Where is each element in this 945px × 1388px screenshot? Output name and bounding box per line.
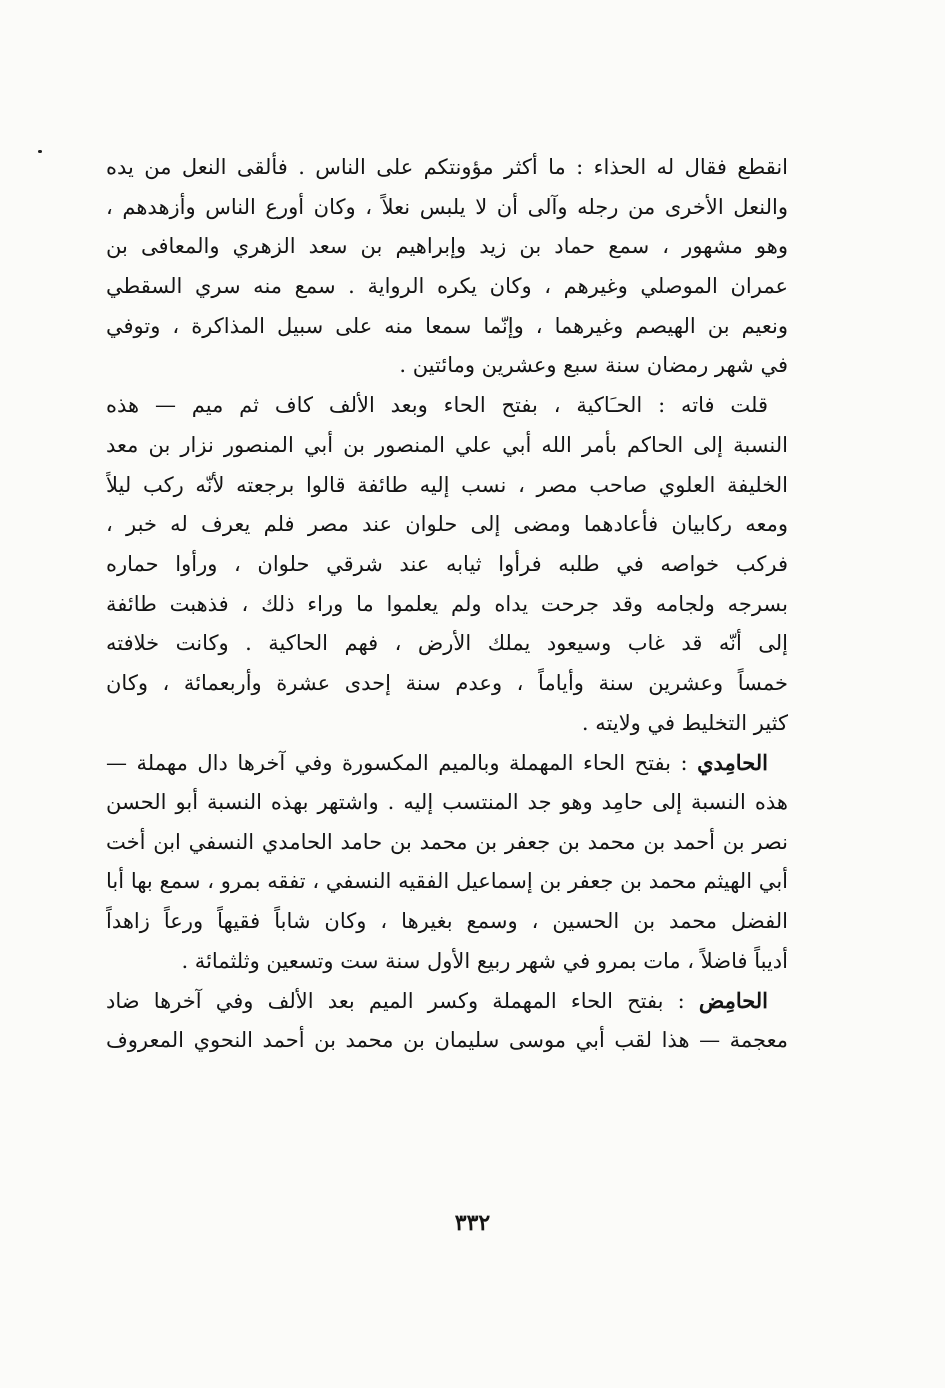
text-line: والنعل الأخرى من رجله وآلى أن لا يلبس نعلاً ، وكان أورع الناس وأزهدهم ، (106, 194, 788, 219)
text-line: الخليفة العلوي صاحب مصر ، نسب إليه طائفة قالوا برجعته لأنّه ركب ليلاً (106, 472, 788, 497)
text-line: خمساً وعشرين سنة وأياماً ، وعدم سنة إحدى عشرة وأربعمائة ، وكان (106, 670, 788, 695)
text-line: في شهر رمضان سنة سبع وعشرين ومائتين . (399, 353, 788, 378)
text-line: فركب خواصه في طلبه فرأوا ثيابه عند شرقي حلوان ، ورأوا حماره (106, 551, 788, 576)
text-line: قلت فاته : الحـَاكية ، بفتح الحاء وبعد الألف كاف ثم ميم — هذه (106, 393, 768, 418)
entry-text: : بفتح الحاء المهملة وبالميم المكسورة وفي آخرها دال مهملة — (106, 751, 698, 776)
text-line: ومعه ركابيان فأعادهما ومضى إلى حلوان عند مصر فلم يعرف له خبر ، (106, 512, 788, 537)
text-line: انقطع فقال له الحذاء : ما أكثر مؤونتكم على الناس . فألقى النعل من يده (106, 155, 788, 179)
text-line: وهو مشهور ، سمع حماد بن زيد وإبراهيم بن سعد الزهري والمعافى بن (106, 234, 788, 259)
text-line: معجمة — هذا لقب أبي موسى سليمان بن محمد بن أحمد النحوي المعروف (106, 1028, 788, 1053)
page-number: ٣٣٢ (454, 1210, 491, 1236)
text-line (106, 743, 788, 783)
text-line: أبي الهيثم محمد بن جعفر بن إسماعيل الفقيه النسفي ، تفقه بمرو ، سمع بها أبا (106, 869, 788, 894)
text-line: الفضل محمد بن الحسين ، وسمع بغيرها ، وكان شاباً فقيهاً ورعاً زاهداً (106, 909, 788, 934)
text-line: ونعيم بن الهيصم وغيرهما ، وإنّما سمعا منه على سبيل المذاكرة ، وتوفي (106, 313, 788, 338)
text-line: عمران الموصلي وغيرهم ، وكان يكره الرواية . سمع منه سري السقطي (106, 274, 788, 299)
page-speck (38, 150, 42, 153)
text-line: إلى أنّه قد غاب وسيعود يملك الأرض ، فهم الحاكية . وكانت خلافته (106, 631, 788, 656)
text-line: نصر بن أحمد بن محمد بن جعفر بن محمد بن حامد الحامدي النسفي ابن أخت (106, 829, 788, 854)
text-line: كثير التخليط في ولايته . (581, 710, 788, 735)
page-text (106, 148, 788, 1061)
text-line: هذه النسبة إلى حامِد وهو جد المنتسب إليه . واشتهر بهذه النسبة أبو الحسن (106, 790, 788, 814)
text-line (106, 981, 788, 1021)
entry-heading: الحامِض (698, 988, 769, 1014)
text-line: أديباً فاضلاً ، مات بمرو في شهر ربيع الأول سنة ست وتسعين وثلثمائة . (181, 948, 788, 973)
text-line: النسبة إلى الحاكم بأمر الله أبي علي المنصور بن أبي المنصور نزار بن معد (106, 432, 788, 457)
text-line: بسرجه ولجامه وقد جرحت يداه ولم يعلموا ما وراء ذلك ، فذهبت طائفة (106, 591, 788, 616)
entry-heading: الحامِدي (697, 750, 768, 776)
entry-text: : بفتح الحاء المهملة وكسر الميم بعد الألف وفي آخرها ضاد (106, 989, 699, 1014)
